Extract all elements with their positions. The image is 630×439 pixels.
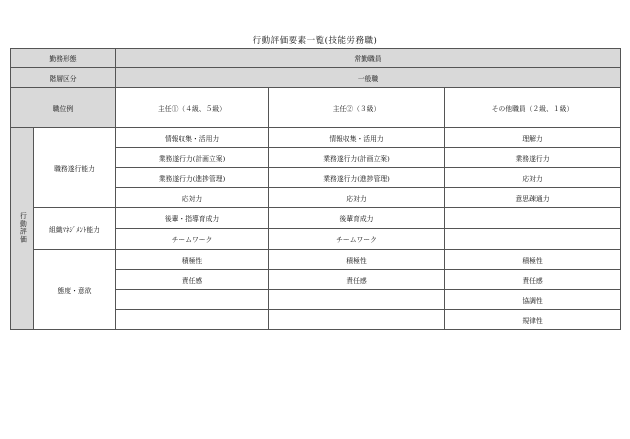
table-cell: チームワーク bbox=[116, 229, 269, 250]
table-cell: 責任感 bbox=[269, 270, 445, 290]
eval-label-cell bbox=[11, 128, 34, 330]
table-row bbox=[11, 208, 621, 229]
position-label: 職位例 bbox=[11, 88, 116, 128]
table-cell: チームワーク bbox=[269, 229, 445, 250]
table-cell: 業務遂行力(進捗管理) bbox=[116, 168, 269, 188]
table-cell: 後輩・指導育成力 bbox=[116, 208, 269, 229]
table-cell: 情報収集・活用力 bbox=[116, 128, 269, 148]
table-cell: 業務遂行力(計画立案) bbox=[269, 148, 445, 168]
table-cell bbox=[445, 229, 621, 250]
table-cell: 業務遂行力(進捗管理) bbox=[269, 168, 445, 188]
table-cell bbox=[269, 310, 445, 330]
position-col-1: 主任①（４級、５級） bbox=[116, 88, 269, 128]
table-cell bbox=[116, 290, 269, 310]
table-cell: 応対力 bbox=[445, 168, 621, 188]
position-row bbox=[11, 88, 621, 128]
tier-row bbox=[11, 68, 621, 88]
table-cell: 応対力 bbox=[269, 188, 445, 208]
table-cell: 協調性 bbox=[445, 290, 621, 310]
group-name: 組織ﾏﾈｼﾞﾒﾝﾄ能力 bbox=[34, 208, 116, 250]
work-type-value: 常勤職員 bbox=[116, 49, 621, 68]
table-cell bbox=[269, 290, 445, 310]
table-cell: 積極性 bbox=[269, 250, 445, 270]
table-cell: 積極性 bbox=[116, 250, 269, 270]
table-cell: 責任感 bbox=[445, 270, 621, 290]
table-cell: 情報収集・活用力 bbox=[269, 128, 445, 148]
position-col-3: その他職員（２級、１級） bbox=[445, 88, 621, 128]
position-col-2: 主任②（３級） bbox=[269, 88, 445, 128]
table-cell: 規律性 bbox=[445, 310, 621, 330]
table-cell bbox=[116, 310, 269, 330]
table-cell: 業務遂行力(計画立案) bbox=[116, 148, 269, 168]
eval-label: 行動評価 bbox=[18, 211, 27, 244]
document-title: 行動評価要素一覧(技能労務職) bbox=[252, 36, 378, 46]
table-row bbox=[11, 250, 621, 270]
table-cell: 責任感 bbox=[116, 270, 269, 290]
table-cell: 積極性 bbox=[445, 250, 621, 270]
evaluation-table bbox=[10, 48, 621, 330]
tier-value: 一般職 bbox=[116, 68, 621, 88]
table-cell bbox=[445, 208, 621, 229]
group-name: 態度・意欲 bbox=[34, 250, 116, 330]
tier-label: 階層区分 bbox=[11, 68, 116, 88]
table-cell: 意思疎通力 bbox=[445, 188, 621, 208]
work-type-row bbox=[11, 49, 621, 68]
work-type-label: 勤務形態 bbox=[11, 49, 116, 68]
table-cell: 応対力 bbox=[116, 188, 269, 208]
table-cell: 業務遂行力 bbox=[445, 148, 621, 168]
group-name: 職務遂行能力 bbox=[34, 128, 116, 208]
table-cell: 後輩育成力 bbox=[269, 208, 445, 229]
table-cell: 理解力 bbox=[445, 128, 621, 148]
table-row bbox=[11, 128, 621, 148]
